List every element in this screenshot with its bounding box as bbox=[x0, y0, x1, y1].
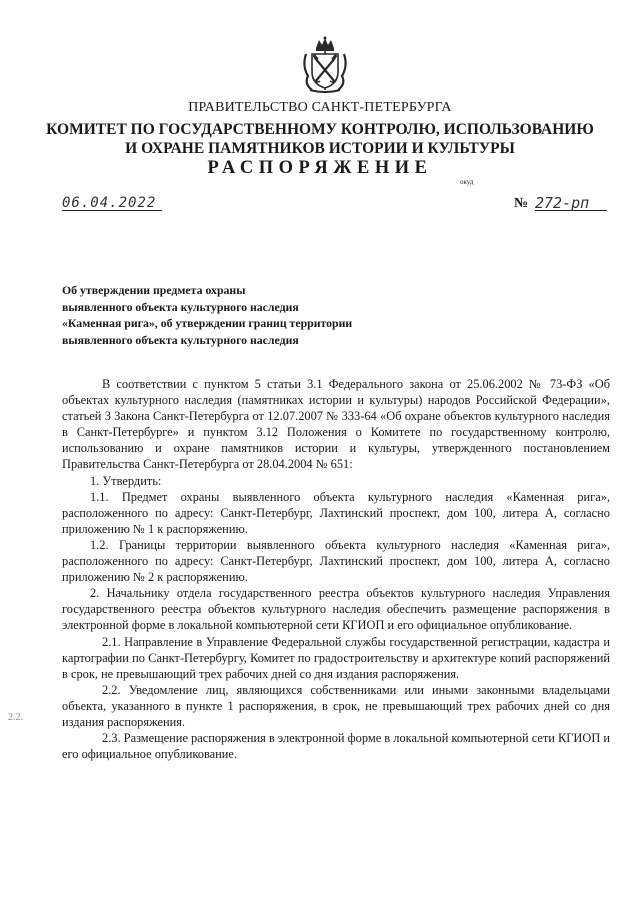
document-body bbox=[62, 376, 610, 762]
clause-1-1: 1.1. Предмет охраны выявленного объекта культурного наследия «Каменная рига», расположенного по адресу: Санкт-Петербург, Лахтинский проспект, дом 100, литера А, согласно приложению № 1 к распоряжению. bbox=[62, 489, 610, 536]
document-title bbox=[62, 282, 352, 348]
document-number-field bbox=[535, 194, 607, 211]
government-name: ПРАВИТЕЛЬСТВО САНКТ-ПЕТЕРБУРГА bbox=[188, 100, 452, 115]
preamble-paragraph: В соответствии с пунктом 5 статьи 3.1 Федерального закона от 25.06.2002 № 73-ФЗ «Об объектах культурного наследия (памятниках истории и культуры) народов Российской Федерации», статьей 3 Закона Санкт-Петербурга от 12.07.2007 № 333-64 «Об охране объектов культурного наследия в Санкт-Петербурге» и пунктом 3.12 Положения о Комитете по государственному контролю, использованию и охране памятников истории и культуры, утвержденного постановлением Правительства Санкт-Петербурга от 28.04.2004 № 651: bbox=[62, 377, 610, 472]
clause-2-3: 2.3. Размещение распоряжения в электронной форме в локальной компьютерной сети КГИОП и его официальное опубликование. bbox=[62, 731, 610, 762]
clause-2-2: 2.2. Уведомление лиц, являющихся собственниками или иными законными владельцами объекта, указанного в пункте 1 распоряжения, в срок, не превышающий трех рабочих дней со дня издания распоряжения. bbox=[62, 682, 610, 729]
clause-1-2: 1.2. Границы территории выявленного объекта культурного наследия «Каменная рига», расположенного по адресу: Санкт-Петербург, Лахтинский проспект, дом 100, литера А, согласно приложению № 2 к распоряжению. bbox=[62, 537, 610, 585]
clause-2-1: 2.1. Направление в Управление Федеральной службы государственной регистрации, кадастра и картографии по Санкт-Петербургу, Комитет по градостроительству и архитектуре копий распоряжений в срок, не превышающий трех рабочих дней со дня издания распоряжения. bbox=[62, 634, 610, 681]
margin-annotation: 2.2. bbox=[8, 712, 23, 723]
document-date-field bbox=[62, 194, 162, 211]
document-number-label: № bbox=[514, 196, 529, 211]
document-type-heading: РАСПОРЯЖЕНИЕ bbox=[207, 158, 433, 178]
document-title-line3: «Каменная рига», об утверждении границ территории bbox=[62, 316, 353, 330]
coat-of-arms-emblem bbox=[300, 36, 350, 94]
document-title-line1: Об утверждении предмета охраны bbox=[62, 283, 246, 297]
document-title-line2: выявленного объекта культурного наследия bbox=[62, 299, 299, 314]
committee-name-line1: КОМИТЕТ ПО ГОСУДАРСТВЕННОМУ КОНТРОЛЮ, ИСПОЛЬЗОВАНИЮ bbox=[46, 121, 594, 138]
document-title-line4: выявленного объекта культурного наследия bbox=[62, 332, 299, 347]
document-date: 06.04.2022 bbox=[62, 195, 157, 211]
okud-label: окуд bbox=[460, 178, 474, 186]
clause-2: 2. Начальнику отдела государственного реестра объектов культурного наследия Управления государственного реестра объектов культурного наследия обеспечить размещение распоряжения в электронной форме в локальной компьютерной сети КГИОП и его официальное опубликование. bbox=[62, 586, 610, 633]
committee-name bbox=[0, 120, 640, 158]
committee-name-line2: И ОХРАНЕ ПАМЯТНИКОВ ИСТОРИИ И КУЛЬТУРЫ bbox=[125, 140, 515, 157]
clause-1: 1. Утвердить: bbox=[90, 473, 162, 488]
document-number: 272-рп bbox=[535, 194, 590, 212]
